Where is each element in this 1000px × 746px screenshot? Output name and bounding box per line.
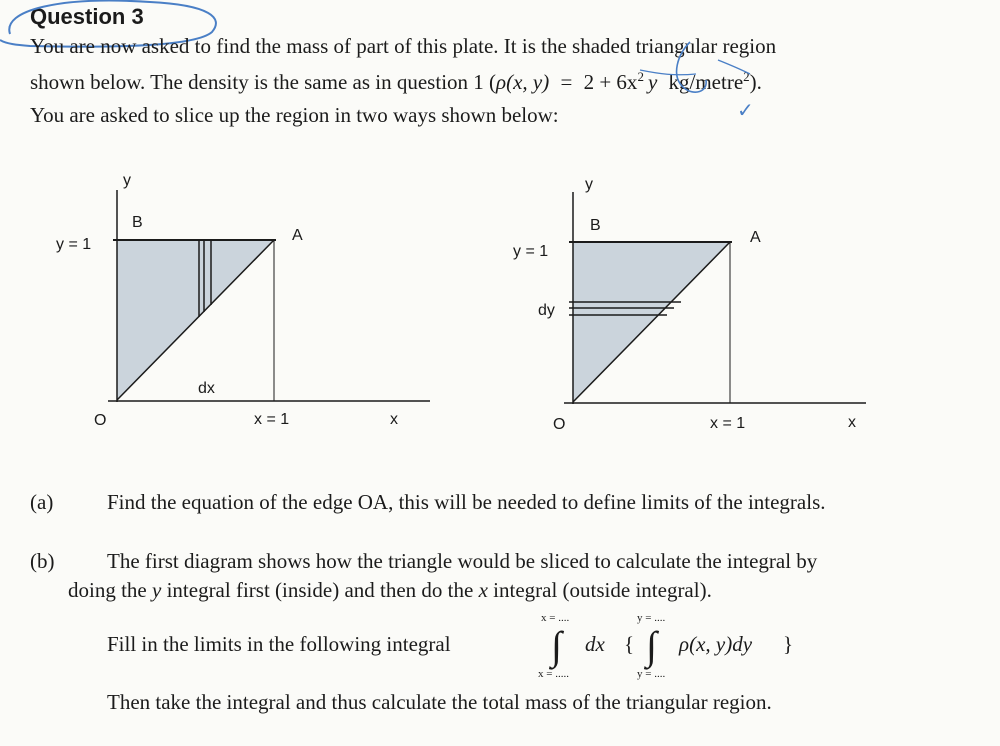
d1-y-equals-label: y = 1 bbox=[56, 236, 92, 253]
brace-close: } bbox=[783, 632, 794, 656]
intro-line-1: You are now asked to find the mass of part of this plate. It is the shaded triangular region bbox=[30, 34, 777, 58]
inner-integral-sign: ∫ bbox=[646, 623, 657, 668]
dx-term: dx bbox=[585, 632, 605, 656]
part-b-var-y: y bbox=[152, 578, 162, 602]
d1-x-axis-label: x bbox=[390, 411, 398, 428]
density-symbol: ρ(x, y) bbox=[496, 70, 550, 94]
intro-line-3: You are asked to slice up the region in two ways shown below: bbox=[30, 103, 559, 127]
part-b-label: (b) bbox=[30, 549, 55, 573]
part-a-label: (a) bbox=[30, 490, 54, 514]
part-b-var-x: x bbox=[478, 578, 488, 602]
d1-origin-label: O bbox=[94, 412, 107, 429]
d2-point-b: B bbox=[590, 217, 601, 234]
part-b-text: integral first (inside) and then do the bbox=[161, 578, 479, 602]
part-a-text: Find the equation of the edge OA, this will be needed to define limits of the integrals. bbox=[107, 490, 826, 514]
d1-dx-label: dx bbox=[198, 380, 215, 397]
integrand: ρ(x, y)dy bbox=[679, 632, 753, 656]
d2-y-equals-label: y = 1 bbox=[513, 243, 549, 260]
density-equals: = bbox=[560, 70, 573, 94]
density-units: kg/metre bbox=[668, 70, 744, 94]
inner-upper-limit: y = .... bbox=[637, 612, 666, 624]
d1-x-equals-label: x = 1 bbox=[254, 411, 290, 428]
part-b-final-text: Then take the integral and thus calculate the total mass of the triangular region. bbox=[107, 690, 772, 714]
brace-open: { bbox=[624, 632, 635, 656]
d1-point-a: A bbox=[292, 227, 303, 244]
density-formula: 2 + 6x bbox=[583, 70, 638, 94]
d2-origin-label: O bbox=[553, 416, 566, 433]
d2-point-a: A bbox=[750, 229, 761, 246]
d1-point-b: B bbox=[132, 214, 143, 231]
d1-y-axis-label: y bbox=[123, 172, 131, 189]
outer-integral-sign: ∫ bbox=[551, 623, 562, 668]
d2-x-axis-label: x bbox=[848, 414, 856, 431]
d2-y-axis-label: y bbox=[585, 176, 593, 193]
intro-text: shown below. The density is the same as in question 1 ( bbox=[30, 70, 497, 94]
pen-annotation-marks bbox=[600, 14, 760, 124]
outer-upper-limit: x = .... bbox=[541, 612, 570, 624]
d2-x-equals-label: x = 1 bbox=[710, 415, 746, 432]
intro-close: ). bbox=[749, 70, 762, 94]
density-exponent: 2 bbox=[637, 69, 644, 84]
fill-in-text: Fill in the limits in the following integral bbox=[107, 632, 451, 656]
question-heading: Question 3 bbox=[30, 4, 144, 29]
part-b-text: integral (outside integral). bbox=[487, 578, 712, 602]
inner-lower-limit: y = .... bbox=[637, 668, 666, 680]
outer-lower-limit: x = ..... bbox=[538, 668, 569, 680]
part-b-text: doing the bbox=[68, 578, 152, 602]
units-exponent: 2 bbox=[743, 69, 750, 84]
density-variable: y bbox=[647, 70, 658, 94]
check-mark: ✓ bbox=[737, 100, 754, 122]
part-b-line-2 bbox=[68, 578, 712, 603]
d2-dy-label: dy bbox=[538, 302, 555, 319]
diagram-1 bbox=[0, 150, 470, 450]
part-b-line-1: The first diagram shows how the triangle would be sliced to calculate the integral by bbox=[107, 549, 818, 573]
diagram-2 bbox=[480, 150, 980, 450]
